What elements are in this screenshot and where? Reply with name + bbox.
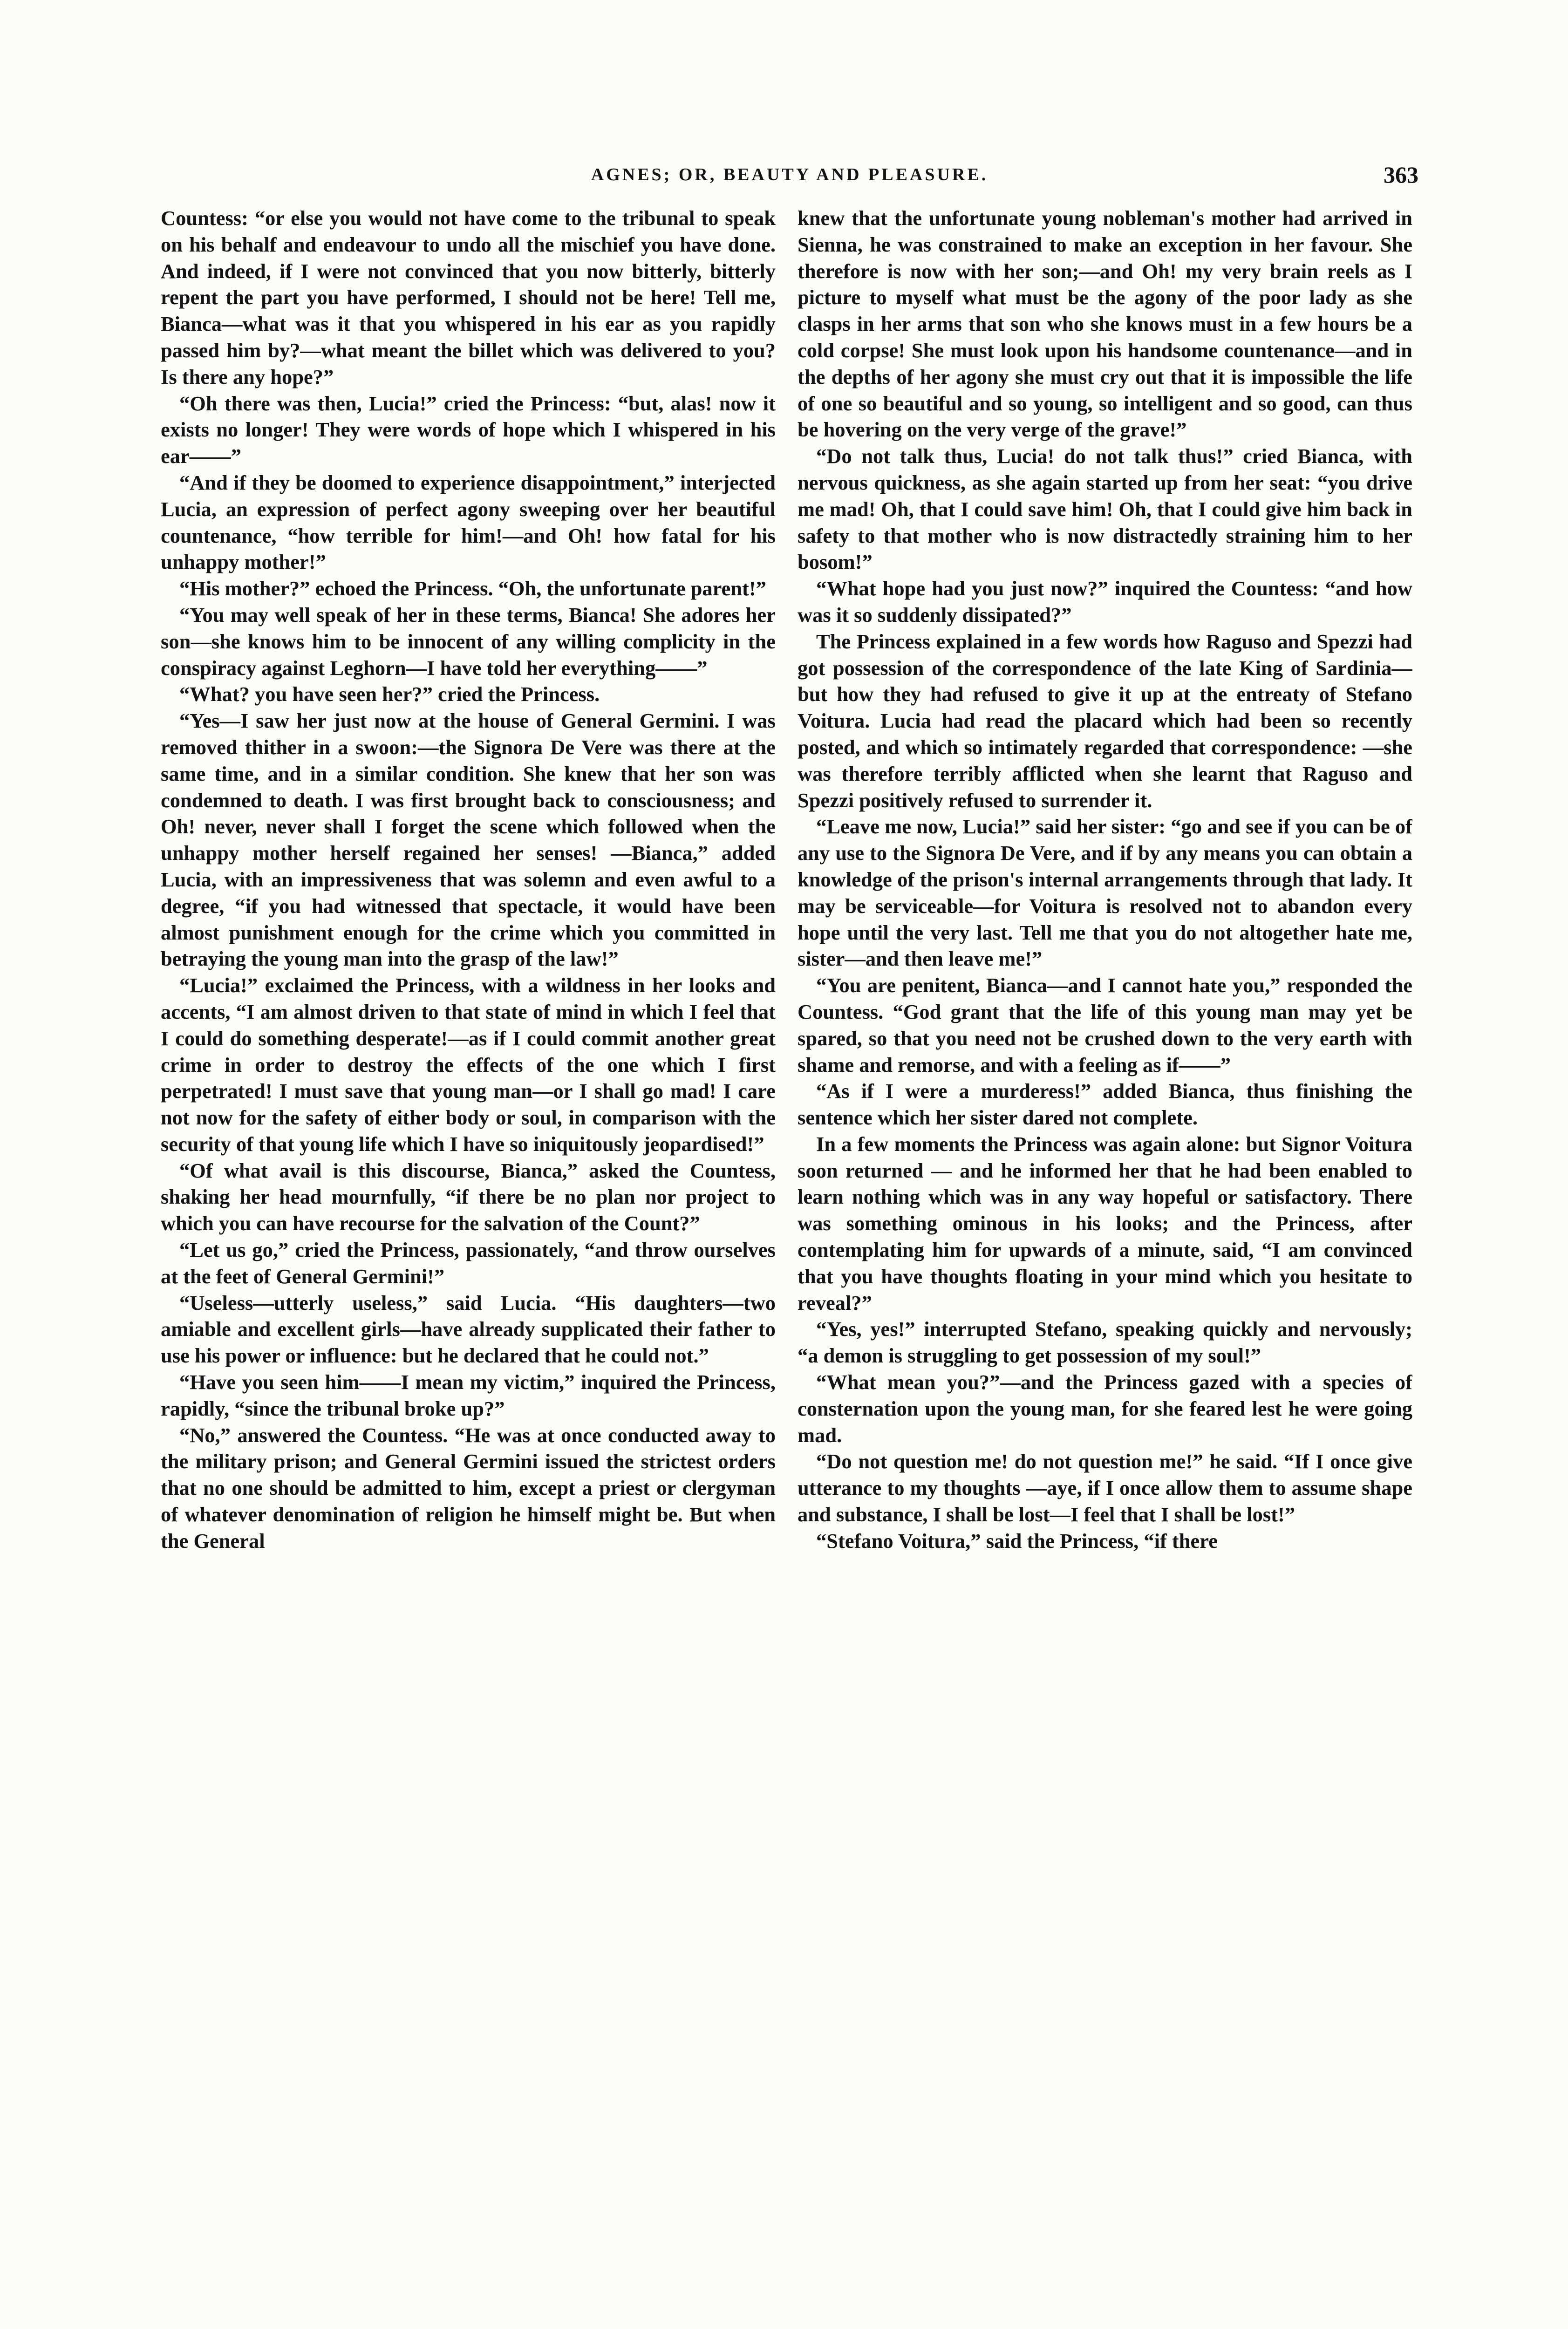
paragraph: “What? you have seen her?” cried the Princess. — [179, 682, 600, 706]
left-column — [161, 205, 776, 2282]
paragraph: “Do not talk thus, Lucia! do not talk thus!” cried Bianca, with nervous quickness, as she again started up from her seat: “you drive me mad! Oh, that I could save him! Oh, that I could give him back in safety to that mother who is now distractedly straining him to her bosom!” — [798, 444, 1412, 574]
paragraph: “You may well speak of her in these terms, Bianca! She adores her son—she knows him to be innocent of any willing complicity in the conspiracy against Leghorn—I have told her everything——” — [161, 603, 776, 680]
right-column — [798, 205, 1412, 2282]
paragraph: “Leave me now, Lucia!” said her sister: “go and see if you can be of any use to the Signora De Vere, and if by any means you can obtain a knowledge of the prison's internal arrangements through that lady. It may be serviceable—for Voitura is resolved not to abandon every hope until the very last. Tell me that you do not altogether hate me, sister—and then leave me!” — [798, 815, 1412, 971]
paragraph: The Princess explained in a few words how Raguso and Spezzi had got possession of the correspondence of the late King of Sardinia—but how they had refused to give it up at the entreaty of Stefano Voitura. Lucia had read the placard which had been so recently posted, and which so intimately regarded that correspondence: —she was therefore terribly afflicted when she learnt that Raguso and Spezzi positively refused to surrender it. — [798, 629, 1412, 812]
page-header — [161, 158, 1418, 191]
paragraph: “Stefano Voitura,” said the Princess, “if there — [816, 1529, 1218, 1553]
paragraph: “And if they be doomed to experience disappointment,” interjected Lucia, an expression of perfect agony sweeping over her beautiful countenance, “how terrible for him!—and Oh! how fatal for his unhappy mother!” — [161, 470, 776, 574]
paragraph: “Of what avail is this discourse, Bianca,” asked the Countess, shaking her head mournfully, “if there be no plan nor project to which you can have recourse for the salvation of the Count?” — [161, 1158, 776, 1235]
paragraph: “Yes—I saw her just now at the house of General Germini. I was removed thither in a swoon:—the Signora De Vere was there at the same time, and in a similar condition. She knew that her son was condemned to death. I was first brought back to consciousness; and Oh! never, never shall I forget the scene which followed when the unhappy mother herself regained her senses! —Bianca,” added Lucia, with an impressiveness that was solemn and even awful to a degree, “if you had witnessed that spectacle, it would have been almost punishment enough for the crime which you committed in betraying the young man into the grasp of the law!” — [161, 709, 776, 971]
paragraph: “Let us go,” cried the Princess, passionately, “and throw ourselves at the feet of General Germini!” — [161, 1238, 776, 1288]
page-number: 363 — [1384, 162, 1418, 188]
paragraph: “No,” answered the Countess. “He was at once conducted away to the military prison; and General Germini issued the strictest orders that no one should be admitted to him, except a priest or clergyman of whatever denomination of religion he himself might be. But when the General — [161, 1423, 776, 1553]
paragraph: “Useless—utterly useless,” said Lucia. “His daughters—two amiable and excellent girls—have already supplicated their father to use his power or influence: but he declared that he could not.” — [161, 1291, 776, 1368]
paragraph: “As if I were a murderess!” added Bianca, thus finishing the sentence which her sister dared not complete. — [798, 1079, 1412, 1130]
paragraph: “What mean you?”—and the Princess gazed with a species of consternation upon the young man, for she feared lest he were going mad. — [798, 1370, 1412, 1447]
paragraph: “Lucia!” exclaimed the Princess, with a wildness in her looks and accents, “I am almost driven to that state of mind in which I feel that I could do something desperate!—as if I could commit another great crime in order to destroy the effects of the one which I first perpetrated! I must save that young man—or I shall go mad! I care not now for the safety of either body or soul, in comparison with the security of that young life which I have so iniquitously jeopardised!” — [161, 974, 776, 1156]
paragraph: “What hope had you just now?” inquired the Countess: “and how was it so suddenly dissipated?” — [798, 577, 1412, 627]
paragraph: “Oh there was then, Lucia!” cried the Princess: “but, alas! now it exists no longer! They were words of hope which I whispered in his ear——” — [161, 391, 776, 468]
paragraph: “Yes, yes!” interrupted Stefano, speaking quickly and nervously; “a demon is struggling to get possession of my soul!” — [798, 1317, 1412, 1368]
paragraph: In a few moments the Princess was again alone: but Signor Voitura soon returned — and he informed her that he had been enabled to learn nothing which was in any way hopeful or satisfactory. There was something ominous in his looks; and the Princess, after contemplating him for upwards of a minute, said, “I am convinced that you have thoughts floating in your mind which you hesitate to reveal?” — [798, 1132, 1412, 1314]
paragraph: Countess: “or else you would not have come to the tribunal to speak on his behalf and endeavour to undo all the mischief you have done. And indeed, if I were not convinced that you now bitterly, bitterly repent the part you have performed, I should not be here! Tell me, Bianca—what was it that you whispered in his ear as you rapidly passed him by?—what meant the billet which was delivered to you? Is there any hope?” — [161, 206, 776, 388]
paragraph: “Do not question me! do not question me!” he said. “If I once give utterance to my thoughts —aye, if I once allow them to assume shape and substance, I shall be lost—I feel that I shall be lost!” — [798, 1450, 1412, 1526]
paragraph: “His mother?” echoed the Princess. “Oh, the unfortunate parent!” — [179, 577, 766, 600]
paragraph: “You are penitent, Bianca—and I cannot hate you,” responded the Countess. “God grant that the life of this young man may yet be spared, so that you need not be crushed down to the very earth with shame and remorse, and with a feeling as if——” — [798, 974, 1412, 1076]
paragraph: knew that the unfortunate young nobleman's mother had arrived in Sienna, he was constrained to make an exception in her favour. She therefore is now with her son;—and Oh! my very brain reels as I picture to myself what must be the agony of the poor lady as she clasps in her arms that son who she knows must in a few hours be a cold corpse! She must look upon his handsome countenance—and in the depths of her agony she must cry out that it is impossible the life of one so beautiful and so young, so intelligent and so good, can thus be hovering on the very verge of the grave!” — [798, 206, 1412, 442]
paragraph: “Have you seen him——I mean my victim,” inquired the Princess, rapidly, “since the tribunal broke up?” — [161, 1370, 776, 1420]
running-title: AGNES; OR, BEAUTY AND PLEASURE. — [591, 165, 989, 184]
